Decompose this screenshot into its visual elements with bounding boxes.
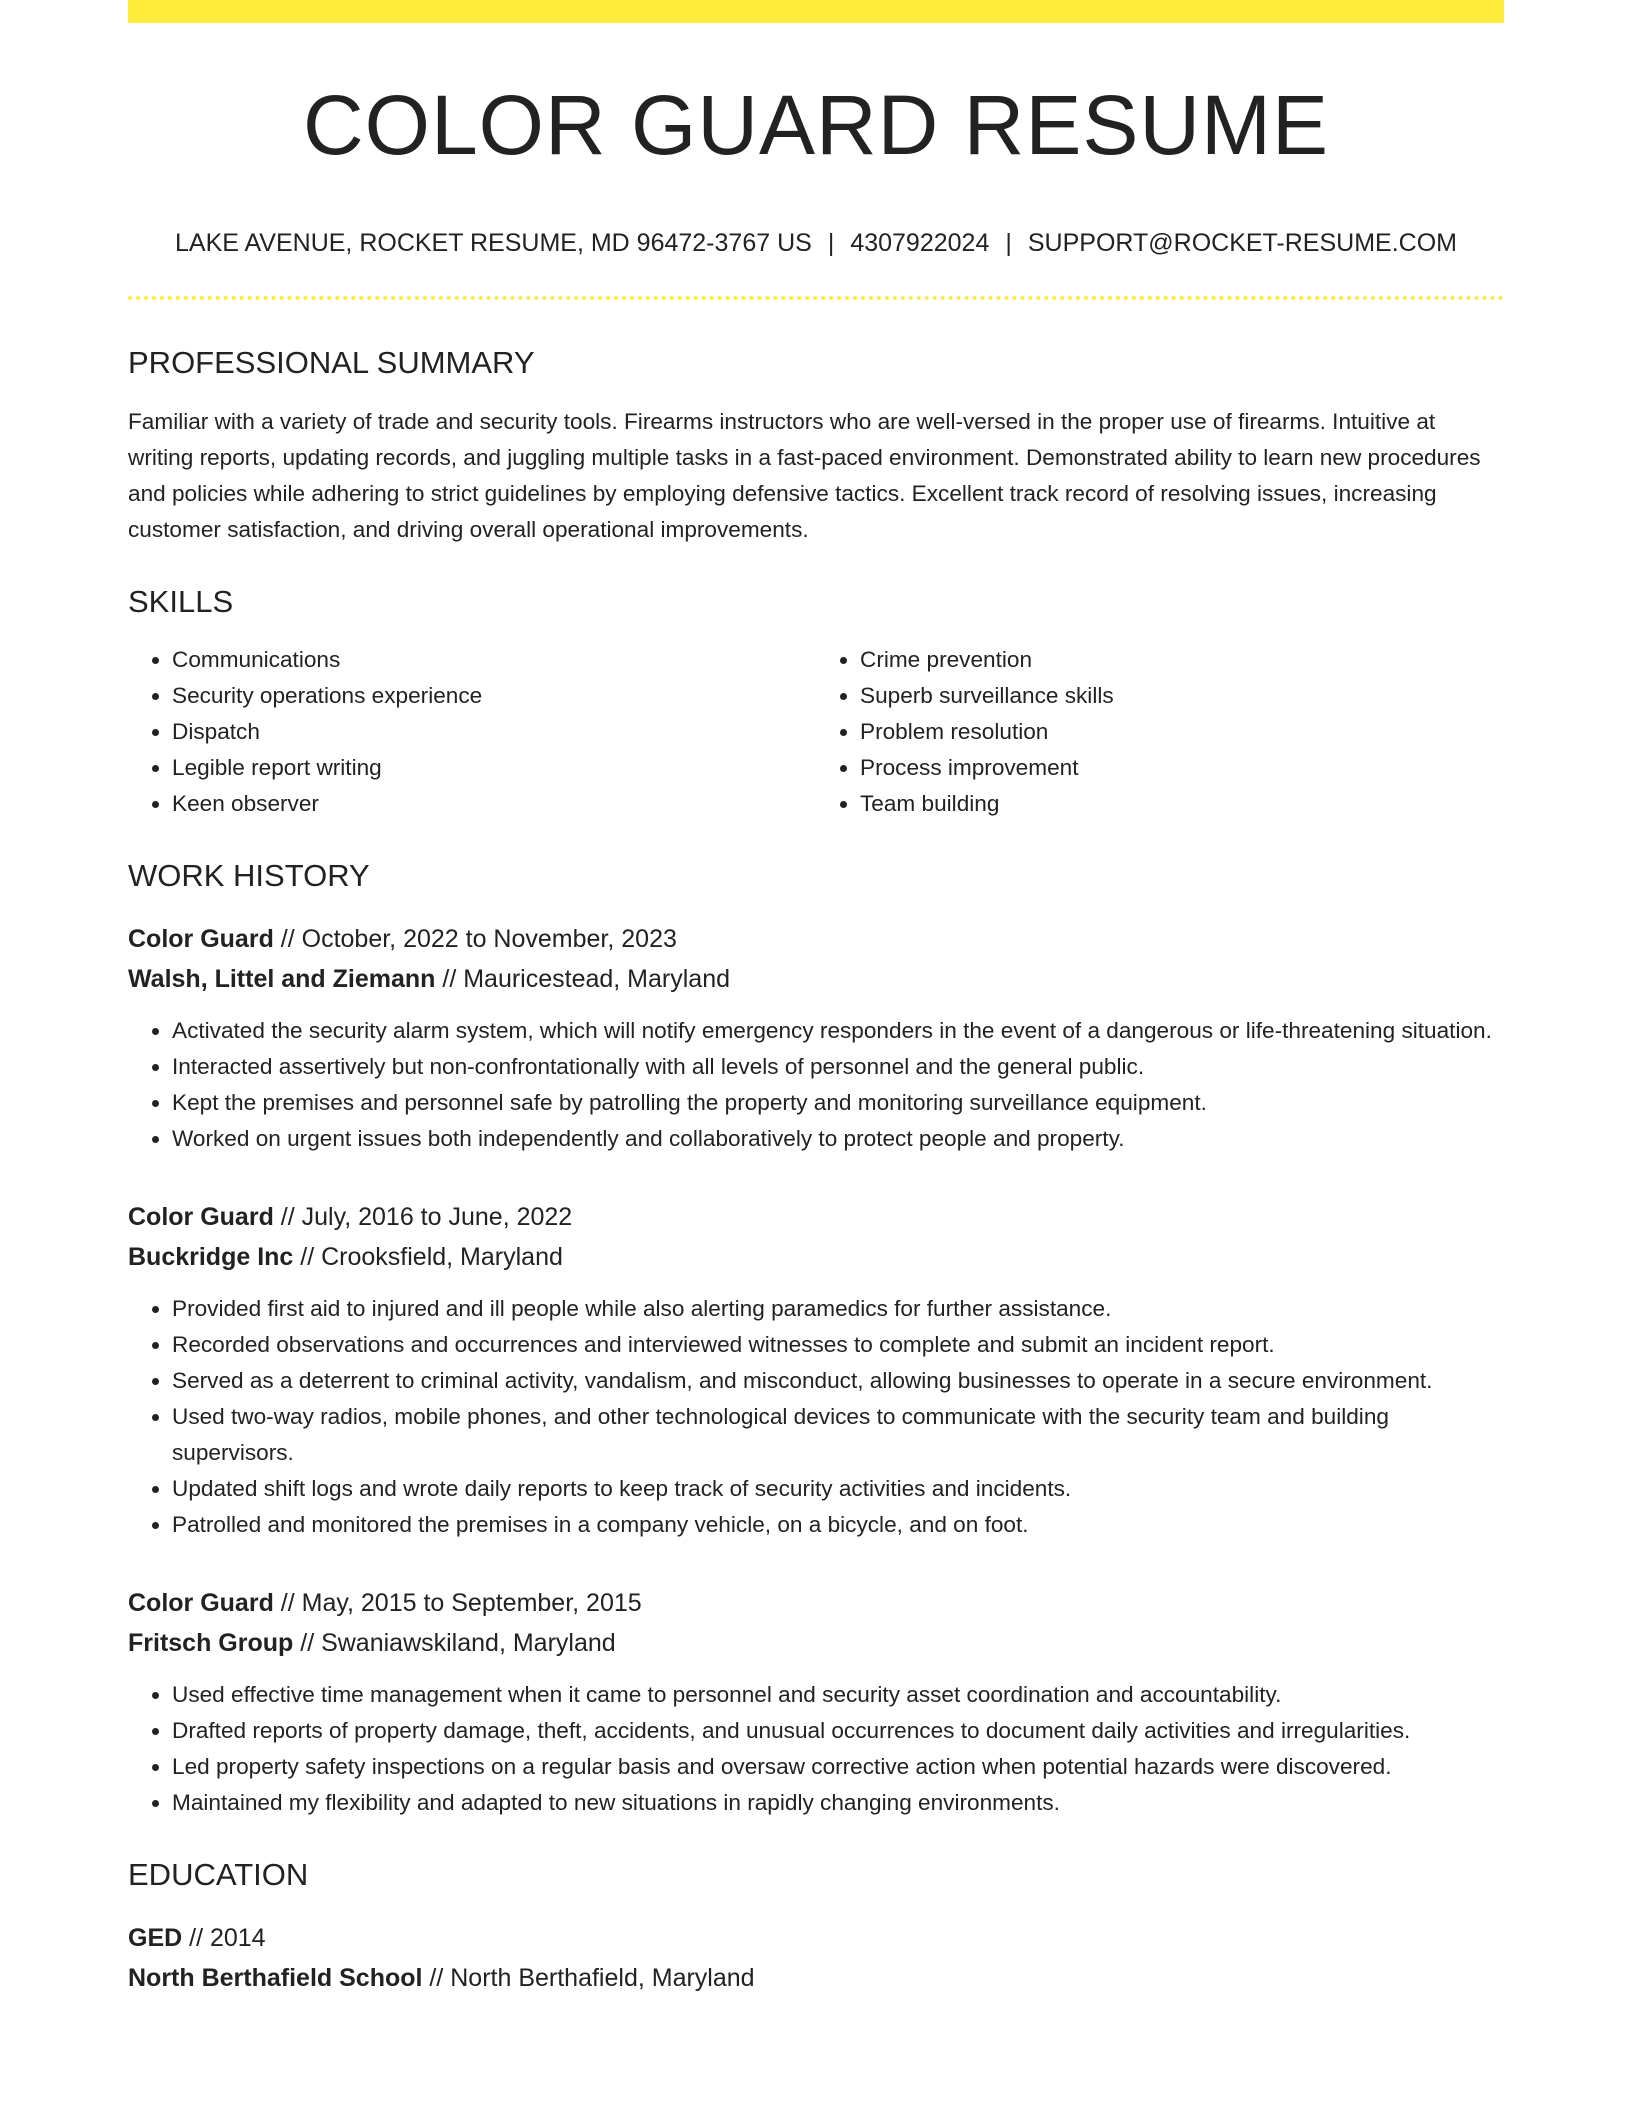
contact-email: SUPPORT@ROCKET-RESUME.COM	[1027, 229, 1457, 257]
skills-list	[128, 642, 1504, 822]
education-school-line	[128, 1958, 1504, 1998]
job-company-line	[128, 1623, 1504, 1663]
skill-item: • Problem resolution	[860, 714, 1504, 750]
education-location: // North Berthafield, Maryland	[422, 1964, 755, 1992]
skills-heading: SKILLS	[128, 584, 234, 619]
job-title: Color Guard	[128, 1203, 274, 1231]
skill-item: • Process improvement	[860, 750, 1504, 786]
skill-item: • Crime prevention	[860, 642, 1504, 678]
summary-heading: PROFESSIONAL SUMMARY	[128, 345, 535, 380]
skill-item: • Dispatch	[172, 714, 816, 750]
job-duties	[128, 1677, 1504, 1821]
job-duty: • Updated shift logs and wrote daily reports to keep track of security activities and incidents.	[172, 1471, 1504, 1507]
job-company: Buckridge Inc	[128, 1243, 294, 1271]
job-duty: • Used two-way radios, mobile phones, and other technological devices to communicate with the security team and building supervisors.	[172, 1399, 1504, 1471]
skill-item: • Keen observer	[172, 786, 816, 822]
job-company-line	[128, 1237, 1504, 1277]
education-degree: GED	[128, 1924, 183, 1952]
job-duty: • Provided first aid to injured and ill people while also alerting paramedics for further assistance.	[172, 1291, 1504, 1327]
job-title-line	[128, 1583, 1504, 1623]
education-school: North Berthafield School	[128, 1964, 423, 1992]
job-duty: • Recorded observations and occurrences and interviewed witnesses to complete and submit an incident report.	[172, 1327, 1504, 1363]
job-dates: // October, 2022 to November, 2023	[273, 925, 677, 953]
job-dates: // May, 2015 to September, 2015	[273, 1589, 642, 1617]
job-duty: • Interacted assertively but non-confrontationally with all levels of personnel and the general public.	[172, 1049, 1504, 1085]
skill-item: • Superb surveillance skills	[860, 678, 1504, 714]
job-location: // Crooksfield, Maryland	[293, 1243, 563, 1271]
job-duty: • Activated the security alarm system, which will notify emergency responders in the event of a dangerous or life-threatening situation.	[172, 1013, 1504, 1049]
job-duty: • Led property safety inspections on a regular basis and oversaw corrective action when potential hazards were discovered.	[172, 1749, 1504, 1785]
job-duties	[128, 1291, 1504, 1543]
job-duty: • Maintained my flexibility and adapted to new situations in rapidly changing environments.	[172, 1785, 1504, 1821]
job-title-line	[128, 1197, 1504, 1237]
job-duty: • Worked on urgent issues both independently and collaboratively to protect people and property.	[172, 1121, 1504, 1157]
job-entry	[128, 919, 1504, 1157]
skill-item: • Team building	[860, 786, 1504, 822]
resume-page	[128, 0, 1504, 1998]
education-year: // 2014	[182, 1924, 266, 1952]
job-title: Color Guard	[128, 1589, 274, 1617]
contact-address: LAKE AVENUE, ROCKET RESUME, MD 96472-3767 US	[174, 229, 812, 257]
education-heading: EDUCATION	[128, 1857, 309, 1892]
job-duty: • Drafted reports of property damage, theft, accidents, and unusual occurrences to document daily activities and irregularities.	[172, 1713, 1504, 1749]
job-location: // Mauricestead, Maryland	[435, 965, 731, 993]
work-history-heading: WORK HISTORY	[128, 858, 370, 893]
job-duty: • Kept the premises and personnel safe by patrolling the property and monitoring surveillance equipment.	[172, 1085, 1504, 1121]
contact-separator: |	[827, 229, 835, 257]
dotted-divider	[128, 296, 1504, 300]
skills-column-left	[128, 642, 816, 822]
education-degree-line	[128, 1918, 1504, 1958]
skills-column-right	[816, 642, 1504, 822]
resume-title: COLOR GUARD RESUME	[302, 78, 1330, 172]
job-duty: • Used effective time management when it came to personnel and security asset coordination and accountability.	[172, 1677, 1504, 1713]
skill-item: • Communications	[172, 642, 816, 678]
job-duties	[128, 1013, 1504, 1157]
job-duty: • Patrolled and monitored the premises in a company vehicle, on a bicycle, and on foot.	[172, 1507, 1504, 1543]
skill-item: • Legible report writing	[172, 750, 816, 786]
accent-top-bar	[128, 0, 1504, 23]
job-location: // Swaniawskiland, Maryland	[293, 1629, 616, 1657]
job-company: Fritsch Group	[128, 1629, 294, 1657]
contact-line	[128, 229, 1504, 258]
summary-text: Familiar with a variety of trade and security tools. Firearms instructors who are well-versed in the proper use of firearms. Intuitive at writing reports, updating records, and juggling multiple tasks in a fast-paced environment. Demonstrated ability to learn new procedures and policies while adhering to strict guidelines by employing defensive tactics. Excellent track record of resolving issues, increasing customer satisfaction, and driving overall operational improvements.	[128, 409, 1481, 542]
contact-phone: 4307922024	[850, 229, 990, 257]
job-duty: • Served as a deterrent to criminal activity, vandalism, and misconduct, allowing businesses to operate in a secure environment.	[172, 1363, 1504, 1399]
job-title: Color Guard	[128, 925, 274, 953]
job-dates: // July, 2016 to June, 2022	[273, 1203, 573, 1231]
job-title-line	[128, 919, 1504, 959]
education-entry	[128, 1918, 1504, 1998]
job-company: Walsh, Littel and Ziemann	[128, 965, 436, 993]
contact-separator: |	[1005, 229, 1012, 257]
skill-item: • Security operations experience	[172, 678, 816, 714]
job-company-line	[128, 959, 1504, 999]
job-entry	[128, 1197, 1504, 1543]
job-entry	[128, 1583, 1504, 1821]
